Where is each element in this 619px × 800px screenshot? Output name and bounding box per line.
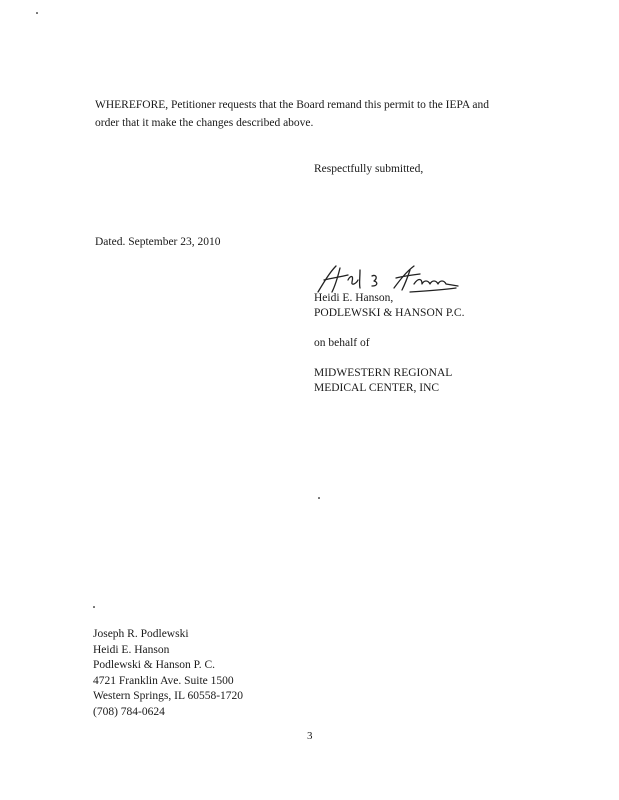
address-line: Heidi E. Hanson — [93, 643, 170, 656]
paragraph-line: WHEREFORE, Petitioner requests that the Board remand this permit to the IEPA and — [95, 99, 490, 111]
wherefore-paragraph — [95, 96, 535, 132]
signature-block — [314, 291, 464, 396]
client-name-line-1: MIDWESTERN REGIONAL — [314, 367, 453, 379]
paragraph-line: order that it make the changes described above. — [95, 117, 314, 129]
scan-speck — [93, 606, 95, 608]
signer-name: Heidi E. Hanson, — [314, 292, 394, 304]
on-behalf-of: on behalf of — [314, 337, 370, 349]
firm-name: PODLEWSKI & HANSON P.C. — [314, 307, 465, 319]
address-line: 4721 Franklin Ave. Suite 1500 — [93, 674, 234, 687]
closing-text: Respectfully submitted, — [314, 163, 424, 175]
address-line: Joseph R. Podlewski — [93, 628, 189, 640]
address-line: Western Springs, IL 60558-1720 — [93, 690, 244, 702]
address-line: Podlewski & Hanson P. C. — [93, 659, 216, 671]
dated-line: Dated. September 23, 2010 — [95, 236, 221, 248]
scan-speck — [36, 12, 38, 14]
attorney-address-block — [93, 627, 243, 720]
page-number: 3 — [307, 730, 313, 742]
client-name-line-2: MEDICAL CENTER, INC — [314, 382, 440, 394]
phone-number: (708) 784-0624 — [93, 705, 165, 718]
scan-speck — [318, 497, 320, 499]
